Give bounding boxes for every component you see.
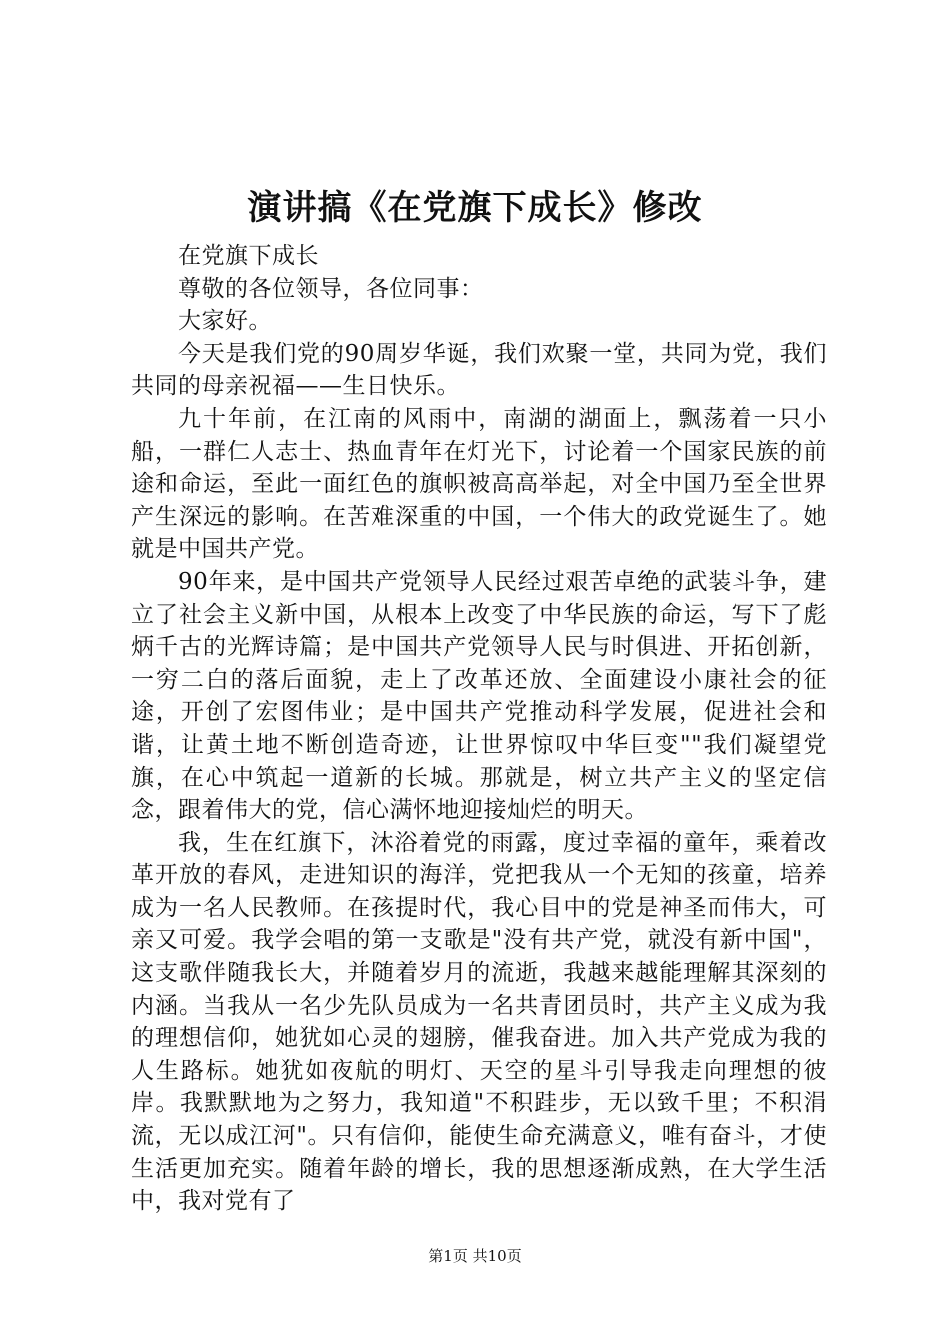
paragraph-subtitle: 在党旗下成长 — [178, 243, 319, 269]
paragraph-salutation: 尊敬的各位领导，各位同事： — [178, 275, 484, 302]
document-title: 演讲搞《在党旗下成长》修改 — [247, 188, 703, 228]
paragraph-body: 我，生在红旗下，沐浴着党的雨露，度过幸福的童年，乘着改革开放的春风，走进知识的海洋，党把我从一个无知的孩童，培养成为一名人民教师。在孩提时代，我心目中的党是神圣而伟大，可亲又可爱。我学会唱的第一支歌是"没有共产党，就没有新中国"，这支歌伴随我长大，并随着岁月的流逝，我越来越能理解其深刻的内涵。当我从一名少先队员成为一名共青团员时，共产主义成为我的理想信仰，她犹如心灵的翅膀，催我奋进。加入共产党成为我的人生路标。她犹如夜航的明灯、天空的星斗引导我走向理想的彼岸。我默默地为之努力，我知道"不积跬步，无以致千里；不积涓流，无以成江河"。只有信仰，能使生命充满意义，唯有奋斗，才使生活更加充实。随着年龄的增长，我的思想逐渐成熟，在大学生活中，我对党有了 — [131, 829, 827, 1215]
page-footer: 第1页 共10页 — [428, 1247, 522, 1265]
paragraph-body: 九十年前，在江南的风雨中，南湖的湖面上，飘荡着一只小船，一群仁人志士、热血青年在灯光下，讨论着一个国家民族的前途和命运，至此一面红色的旗帜被高高举起，对全中国乃至全世界产生深远的影响。在苦难深重的中国，一个伟大的政党诞生了。她就是中国共产党。 — [131, 405, 827, 563]
paragraph-greeting: 大家好。 — [178, 308, 272, 335]
paragraph-body: 今天是我们党的90周岁华诞，我们欢聚一堂，共同为党，我们共同的母亲祝福——生日快乐。 — [131, 340, 827, 400]
paragraph-body: 90年来，是中国共产党领导人民经过艰苦卓绝的武装斗争，建立了社会主义新中国，从根本上改变了中华民族的命运，写下了彪炳千古的光辉诗篇；是中国共产党领导人民与时俱进、开拓创新，一穷二白的落后面貌，走上了改革还放、全面建设小康社会的征途，开创了宏图伟业；是中国共产党推动科学发展，促进社会和谐，让黄土地不断创造奇迹，让世界惊叹中华巨变""我们凝望党旗，在心中筑起一道新的长城。那就是，树立共产主义的坚定信念，跟着伟大的党，信心满怀地迎接灿烂的明天。 — [131, 568, 827, 824]
document-body — [131, 240, 827, 1218]
